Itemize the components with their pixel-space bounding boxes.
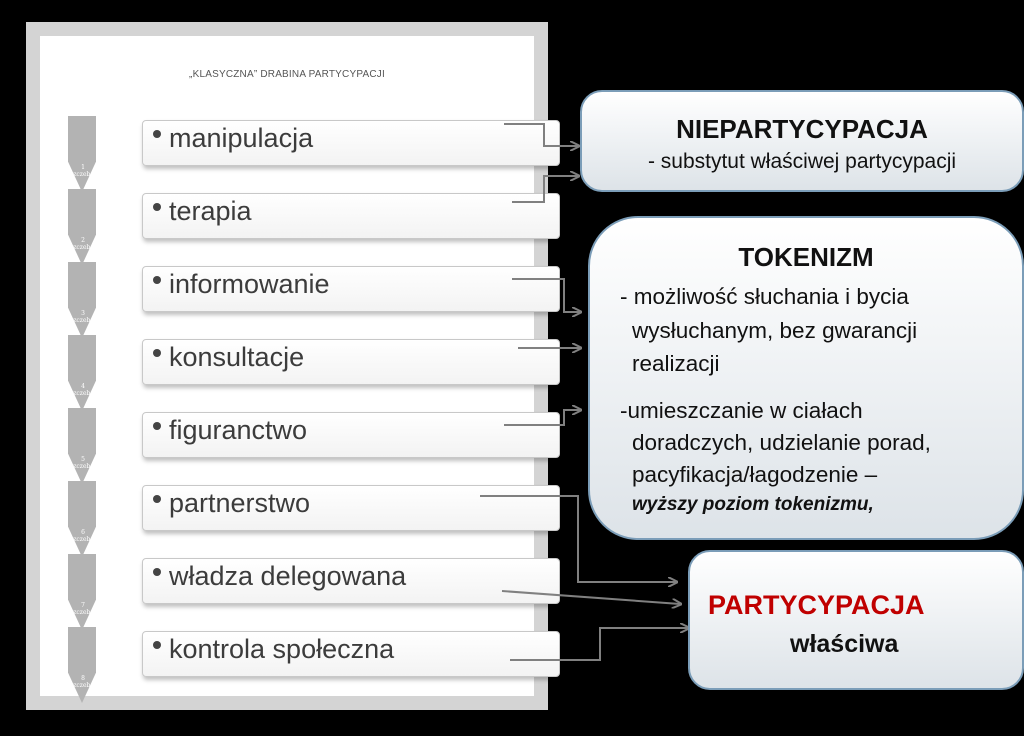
rung-level: 4 szczebel: [70, 383, 96, 397]
tokenism-box: [588, 216, 1024, 540]
rung-level: 7 szczebel: [70, 602, 96, 616]
tokenism-line: wysłuchanym, bez gwarancji: [632, 318, 918, 343]
nonparticipation-title: NIEPARTYCYPACJA: [676, 114, 928, 144]
ladder-title: „KLASYCZNA” DRABINA PARTYCYPACJI: [189, 69, 385, 80]
nonparticipation-box: [580, 90, 1024, 192]
arrow-manipulacja: [504, 124, 578, 146]
rung-label: terapia: [169, 196, 252, 226]
arrow-informowanie: [512, 279, 580, 312]
participation-box: [688, 550, 1024, 690]
participation-title: PARTYCYPACJA: [708, 590, 925, 620]
nonparticipation-subtitle: - substytut właściwej partycypacji: [647, 150, 957, 173]
rung-label: kontrola społeczna: [169, 634, 395, 664]
arrow-figuranctwo: [504, 410, 580, 425]
rung-level: 2 szczebel: [70, 237, 96, 251]
rung-label: manipulacja: [169, 123, 314, 153]
rung-label: figuranctwo: [169, 415, 308, 445]
tokenism-line: -umieszczanie w ciałach: [620, 398, 863, 423]
arrow-wladza-delegowana: [502, 591, 680, 604]
rung-level: 5 szczebel: [70, 456, 96, 470]
rung-level: 3 szczebel: [70, 310, 96, 324]
participation-subtitle: właściwa: [790, 630, 899, 658]
rung-label: informowanie: [169, 269, 330, 299]
tokenism-line: realizacji: [632, 351, 720, 376]
tokenism-line: - możliwość słuchania i bycia: [620, 284, 909, 309]
rung-level: 6 szczebel: [70, 529, 96, 543]
arrow-terapia: [512, 176, 578, 202]
arrow-kontrola-spoleczna: [510, 628, 688, 660]
rung-level: 1 szczebel: [70, 164, 96, 178]
tokenism-line: pacyfikacja/łagodzenie –: [632, 462, 878, 487]
rung-label: konsultacje: [169, 342, 305, 372]
rung-level: 8 szczebel: [70, 675, 96, 689]
rung-label: partnerstwo: [169, 488, 311, 518]
tokenism-line: doradczych, udzielanie porad,: [632, 430, 931, 455]
rung-label: władza delegowana: [169, 561, 407, 591]
tokenism-emphasis: wyższy poziom tokenizmu,: [632, 494, 874, 515]
tokenism-title: TOKENIZM: [738, 242, 874, 272]
